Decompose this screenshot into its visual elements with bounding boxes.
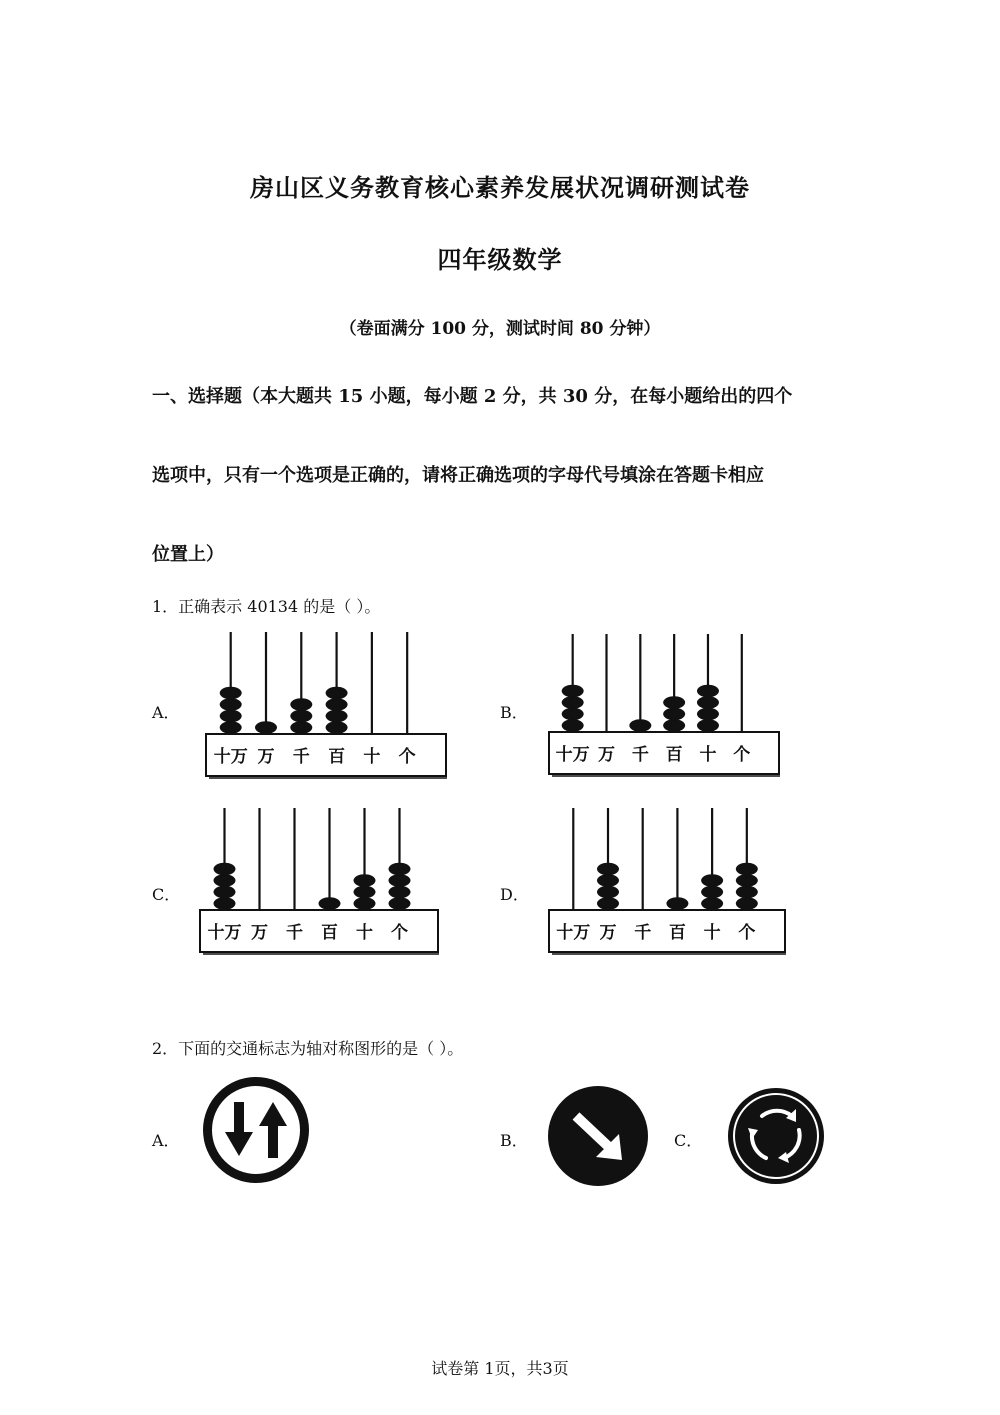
abacus-place-label: 个 xyxy=(738,923,756,943)
abacus-bead xyxy=(290,710,312,723)
abacus-bead xyxy=(562,719,584,732)
abacus-place-label: 十万 xyxy=(213,747,248,767)
abacus-place-label: 个 xyxy=(398,747,416,767)
abacus-place-label: 千 xyxy=(286,923,303,943)
abacus-bead xyxy=(562,685,584,698)
abacus-bead xyxy=(597,863,619,876)
question-2-text: 2．下面的交通标志为轴对称图形的是（ ）。 xyxy=(152,1039,464,1058)
abacus-bead xyxy=(597,897,619,910)
q1-option-b-label: B． xyxy=(500,703,528,722)
abacus-bead xyxy=(736,863,758,876)
q1-option-a-abacus xyxy=(203,630,449,780)
abacus-place-label: 个 xyxy=(391,923,408,943)
abacus-bead xyxy=(597,874,619,887)
abacus-place-label: 百 xyxy=(665,745,683,765)
abacus-bead xyxy=(629,719,651,732)
abacus-bead xyxy=(389,863,411,876)
abacus-bead xyxy=(326,710,348,723)
abacus-bead xyxy=(697,696,719,709)
abacus-bead xyxy=(354,897,376,910)
abacus-place-label: 十 xyxy=(703,923,721,943)
abacus-bead xyxy=(326,721,348,734)
q1-option-b-abacus xyxy=(546,632,782,778)
abacus-bead xyxy=(663,696,685,709)
question-1-text: 1．正确表示 40134 的是（ ）。 xyxy=(152,597,381,616)
section-instruction-line-1: 一、选择题（本大题共 15 小题，每小题 2 分，共 30 分，在每小题给出的四个 xyxy=(152,386,793,407)
q1-option-c-label: C． xyxy=(152,885,181,904)
section-instruction-line-3: 位置上） xyxy=(152,544,224,565)
abacus-bead xyxy=(663,719,685,732)
q1-option-a-label: A． xyxy=(152,703,180,722)
abacus-bead xyxy=(214,863,236,876)
exam-subtitle: 四年级数学 xyxy=(437,245,563,274)
q2-option-c-label: C． xyxy=(674,1131,703,1150)
abacus-bead xyxy=(701,886,723,899)
abacus-bead xyxy=(389,897,411,910)
section-instruction-line-2: 选项中，只有一个选项是正确的，请将正确选项的字母代号填涂在答题卡相应 xyxy=(152,465,764,486)
abacus-bead xyxy=(290,721,312,734)
keep-right-arrow-sign-icon xyxy=(546,1084,650,1188)
abacus-bead xyxy=(255,721,277,734)
abacus-bead xyxy=(736,886,758,899)
q2-option-a-label: A． xyxy=(152,1131,180,1150)
abacus-place-label: 十万 xyxy=(207,923,242,943)
abacus-place-label: 千 xyxy=(634,923,652,943)
abacus-place-label: 百 xyxy=(328,747,346,767)
abacus-place-label: 万 xyxy=(251,923,268,943)
abacus-bead xyxy=(220,687,242,700)
abacus-place-label: 万 xyxy=(257,747,275,767)
abacus-place-label: 千 xyxy=(292,747,310,767)
q2-option-b-label: B． xyxy=(500,1131,528,1150)
abacus-bead xyxy=(389,874,411,887)
abacus-bead xyxy=(562,708,584,721)
abacus-bead xyxy=(354,874,376,887)
abacus-place-label: 千 xyxy=(631,745,649,765)
abacus-bead xyxy=(220,721,242,734)
abacus-place-label: 万 xyxy=(598,745,615,765)
abacus-place-label: 十 xyxy=(699,745,717,765)
abacus-bead xyxy=(220,710,242,723)
abacus-bead xyxy=(319,897,341,910)
abacus-bead xyxy=(701,897,723,910)
abacus-bead xyxy=(736,897,758,910)
exam-note: （卷面满分 100 分，测试时间 80 分钟） xyxy=(339,319,661,339)
abacus-bead xyxy=(697,719,719,732)
abacus-bead xyxy=(663,708,685,721)
abacus-bead xyxy=(214,897,236,910)
abacus-bead xyxy=(290,698,312,711)
abacus-bead xyxy=(389,886,411,899)
abacus-bead xyxy=(326,698,348,711)
abacus-bead xyxy=(666,897,688,910)
abacus-place-label: 十万 xyxy=(556,923,591,943)
abacus-place-label: 百 xyxy=(321,923,338,943)
roundabout-sign-icon xyxy=(726,1086,826,1186)
exam-title: 房山区义务教育核心素养发展状况调研测试卷 xyxy=(250,173,750,202)
abacus-bead xyxy=(214,874,236,887)
abacus-bead xyxy=(214,886,236,899)
page-footer: 试卷第 1页，共3页 xyxy=(431,1359,569,1378)
abacus-place-label: 百 xyxy=(668,923,686,943)
abacus-bead xyxy=(220,698,242,711)
abacus-bead xyxy=(326,687,348,700)
abacus-bead xyxy=(354,886,376,899)
abacus-bead xyxy=(697,685,719,698)
abacus-bead xyxy=(562,696,584,709)
abacus-bead xyxy=(701,874,723,887)
abacus-bead xyxy=(597,886,619,899)
abacus-place-label: 十 xyxy=(363,747,381,767)
q1-option-d-abacus xyxy=(546,806,788,956)
abacus-bead xyxy=(736,874,758,887)
q1-option-c-abacus xyxy=(197,806,441,956)
abacus-place-label: 万 xyxy=(599,923,617,943)
abacus-place-label: 十 xyxy=(356,923,373,943)
abacus-place-label: 十万 xyxy=(555,745,590,765)
two-way-traffic-sign-icon xyxy=(200,1074,312,1186)
q1-option-d-label: D． xyxy=(500,885,529,904)
abacus-place-label: 个 xyxy=(733,745,751,765)
abacus-bead xyxy=(697,708,719,721)
